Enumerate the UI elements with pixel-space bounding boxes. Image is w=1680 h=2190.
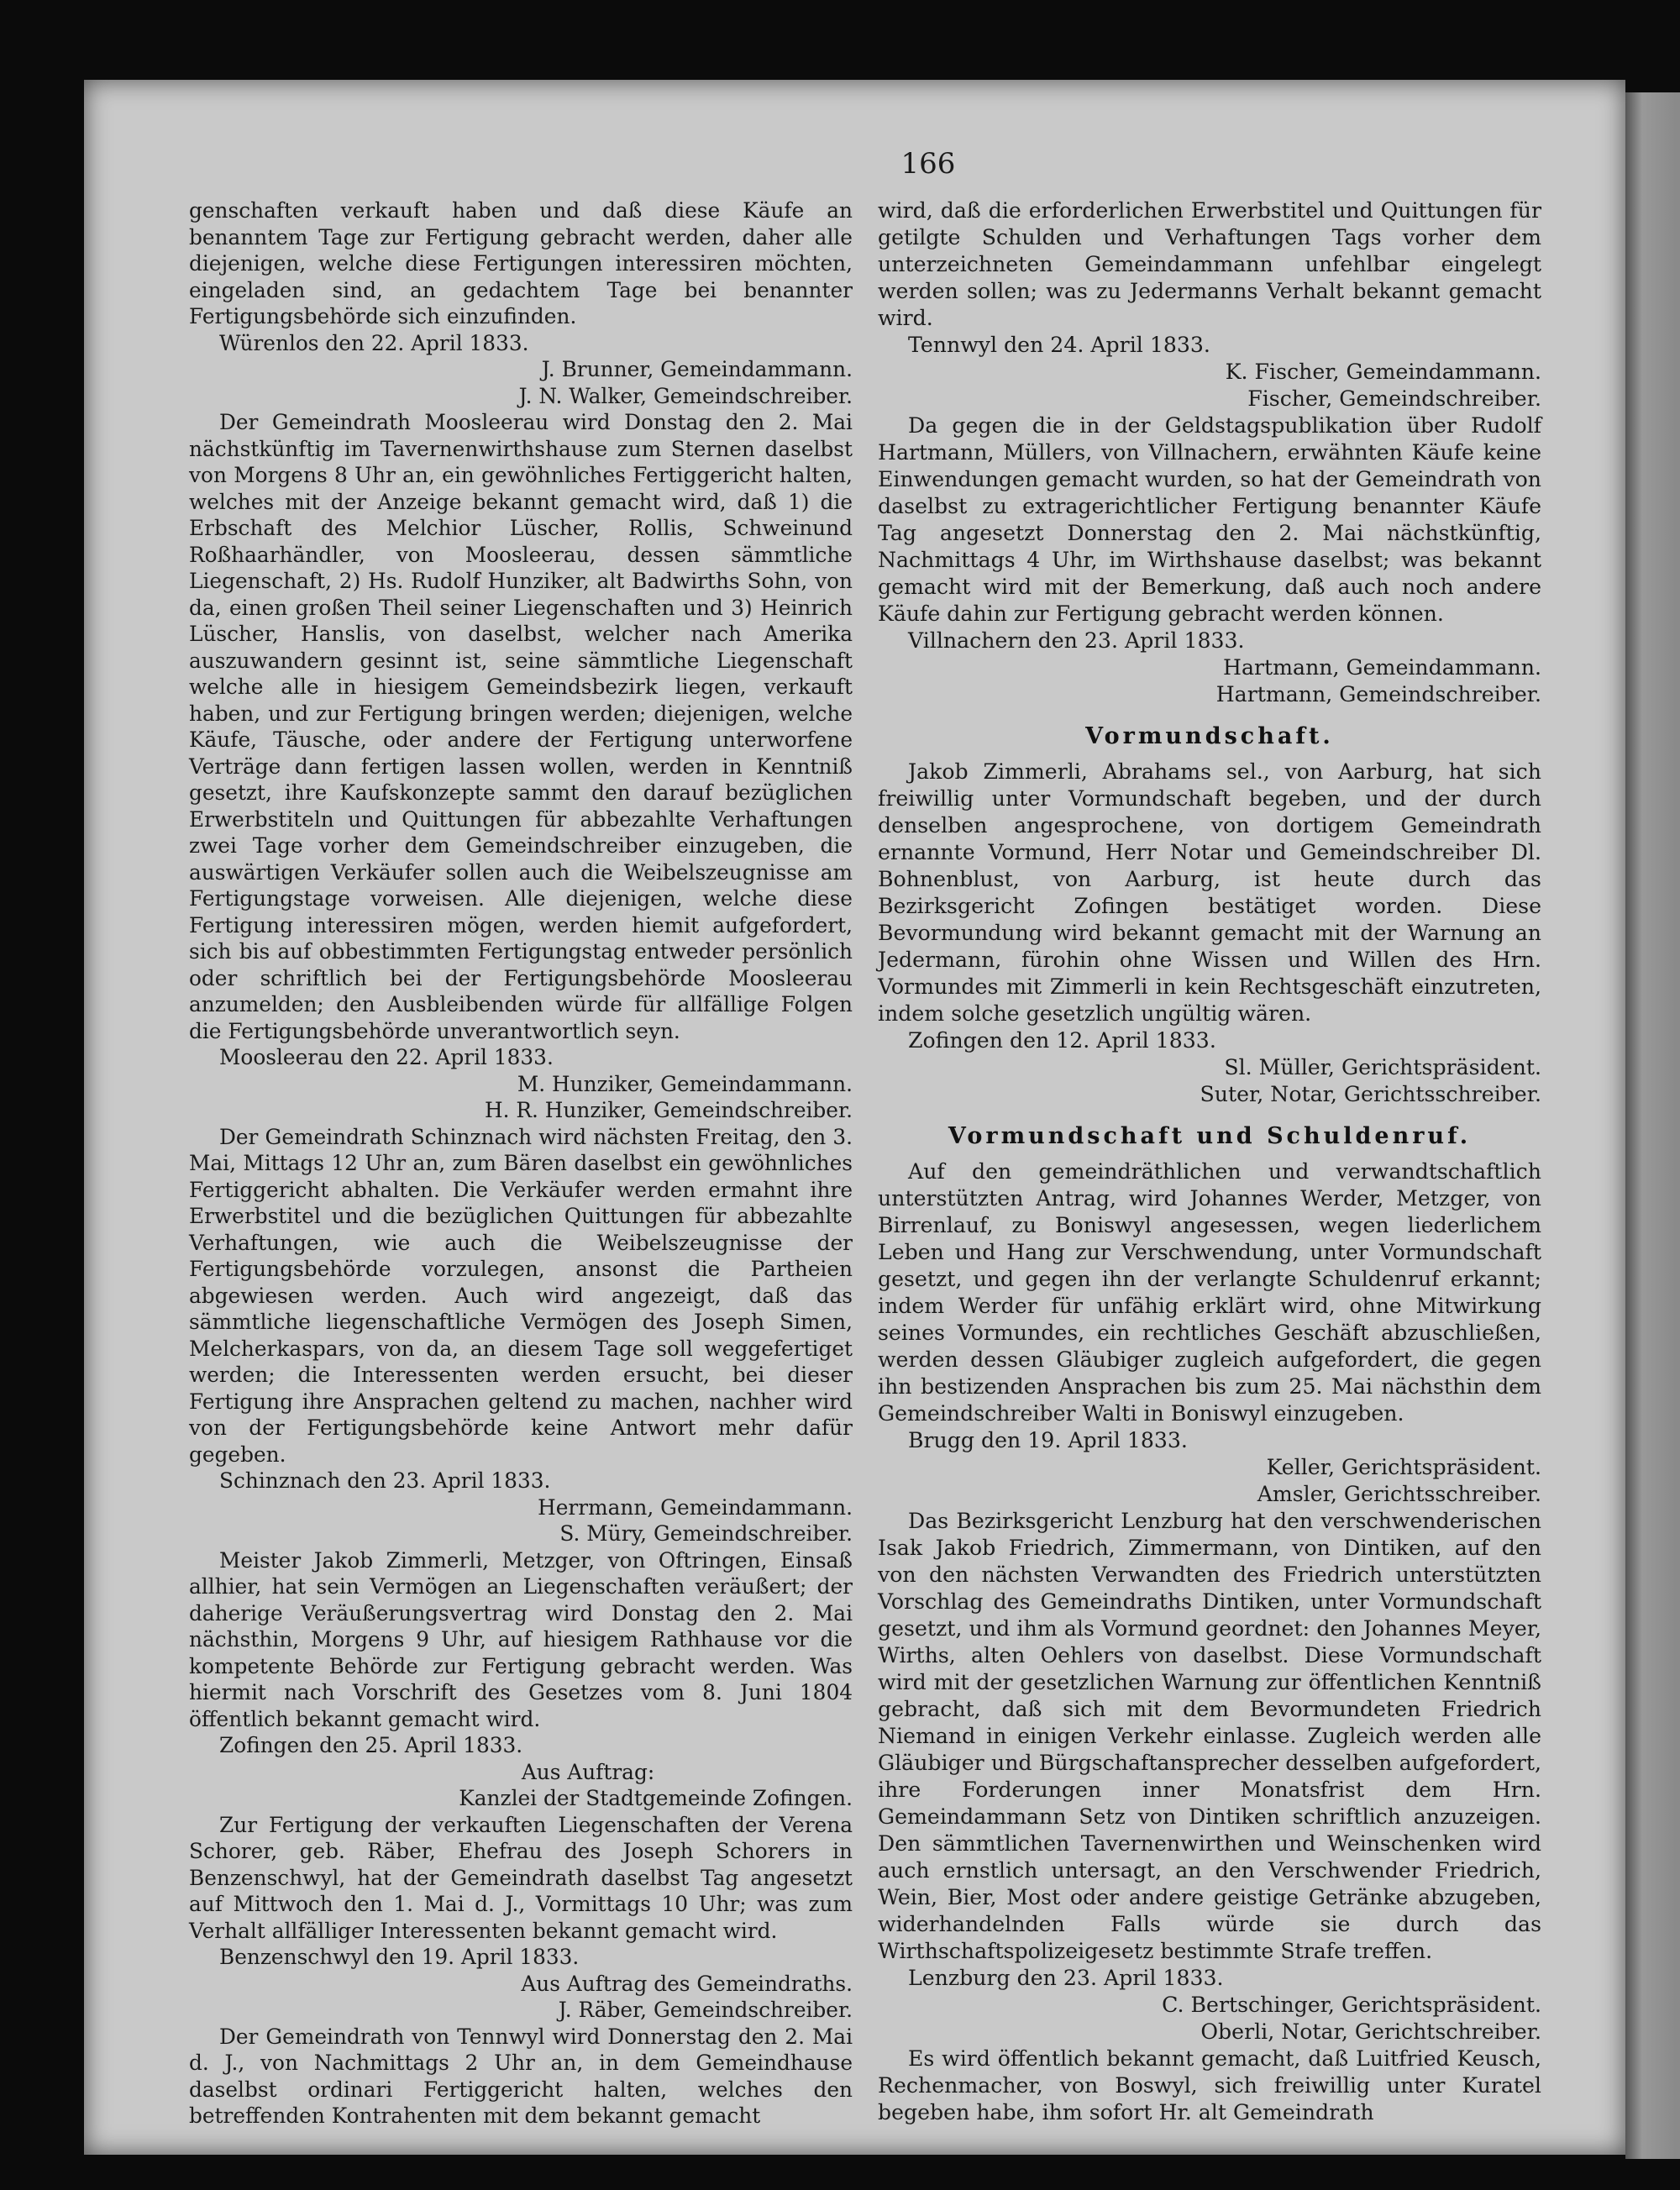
- notice-paragraph: Meister Jakob Zimmerli, Metzger, von Oftringen, Einsaß allhier, hat sein Vermögen an Liegenschaften veräußert; der daherige Veräußerungsvertrag wird Donstag den 2. Mai nächsthin, Morgens 9 Uhr, auf hiesigem Rathhause vor die kompetente Behörde zur Fertigung gebracht werden. Was hiermit nach Vorschrift des Gesetzes vom 8. Juni 1804 öffentlich bekannt gemacht wird.: [189, 1547, 853, 1731]
- notice-paragraph: Zur Fertigung der verkauften Liegenschaften der Verena Schorer, geb. Räber, Ehefrau des Joseph Schorers in Benzenschwyl, hat der Gemeindrath daselbst Tag angesetzt auf Mittwoch den 1. Mai d. J., Vormittags 10 Uhr; was zum Verhalt allfälliger Interessenten bekannt gemacht wird.: [189, 1812, 853, 1943]
- signature-line: C. Bertschinger, Gerichtspräsident.: [1162, 1993, 1541, 2017]
- notice-paragraph: Der Gemeindrath von Tennwyl wird Donnerstag den 2. Mai d. J., von Nachmittags 2 Uhr an, in dem Gemeindhause daselbst ordinari Fertiggericht halten, welches den betreffenden Kontrahenten mit dem bekannt gemacht: [189, 2024, 853, 2128]
- signature-line: Hartmann, Gemeindammann.: [1223, 655, 1541, 680]
- notice-paragraph: wird, daß die erforderlichen Erwerbstitel und Quittungen für getilgte Schulden und Verhaftungen Tags vorher dem unterzeichneten Gemeindammann unfehlbar eingelegt werden sollen; was zu Jedermanns Verhalt bekannt gemacht wird.: [878, 198, 1541, 330]
- notice-paragraph: Da gegen die in der Geldstagspublikation über Rudolf Hartmann, Müllers, von Villnachern, erwähnten Käufe keine Einwendungen gemacht wurden, so hat der Gemeindrath von daselbst zu extragerichtlicher Fertigung benannter Käufe Tag angesetzt Donnerstag den 2. Mai nächstkünftig, Nachmittags 4 Uhr, im Wirthshause daselbst; was bekannt gemacht wird mit der Bemerkung, daß auch noch andere Käufe dahin zur Fertigung gebracht werden können.: [878, 413, 1541, 626]
- signature-line: Hartmann, Gemeindschreiber.: [1215, 682, 1541, 706]
- section-heading: Vormundschaft und Schuldenruf.: [948, 1123, 1472, 1149]
- signature-line: Herrmann, Gemeindammann.: [538, 1494, 853, 1520]
- signature-line: M. Hunziker, Gemeindammann.: [517, 1071, 853, 1096]
- place-date-line: Würenlos den 22. April 1833.: [219, 330, 529, 355]
- newspaper-page: [84, 80, 1625, 2155]
- signature-line: Fischer, Gemeindschreiber.: [1247, 386, 1541, 411]
- left-column: [189, 197, 853, 2130]
- right-column: [878, 197, 1541, 2126]
- signature-line: Keller, Gerichtspräsident.: [1266, 1455, 1541, 1479]
- signature-line: J. N. Walker, Gemeindschreiber.: [518, 383, 853, 408]
- signature-line: Aus Auftrag:: [521, 1759, 655, 1784]
- notice-paragraph: Das Bezirksgericht Lenzburg hat den verschwenderischen Isak Jakob Friedrich, Zimmermann, von Dintiken, auf den von den nächsten Verwandten des Friedrich unterstützten Vorschlag des Gemeindraths Dintiken, unter Vormundschaft gesetzt, und ihm als Vormund geordnet: den Johannes Meyer, Wirths, alten Oehlers von daselbst. Diese Vormundschaft wird mit der gesetzlichen Warnung zur öffentlichen Kenntniß gebracht, daß sich mit dem Bevormundeten Friedrich Niemand in einigen Verkehr einlasse. Zugleich werden alle Gläubiger und Bürgschaftansprecher desselben aufgefordert, ihre Forderungen inner Monatsfrist dem Hrn. Gemeindammann Setz von Dintiken schriftlich anzuzeigen. Den sämmtlichen Tavernenwirthen und Weinschenken wird auch ernstlich untersagt, an den Verschwender Friedrich, Wein, Bier, Most oder andere geistige Getränke abzugeben, widerhandelnden Falls würde sie durch das Wirthschaftspolizeigesetz bestimmte Strafe treffen.: [878, 1509, 1541, 1963]
- place-date-line: Zofingen den 25. April 1833.: [219, 1733, 523, 1757]
- place-date-line: Zofingen den 12. April 1833.: [908, 1028, 1216, 1053]
- place-date-line: Villnachern den 23. April 1833.: [908, 628, 1245, 653]
- notice-paragraph: Es wird öffentlich bekannt gemacht, daß Luitfried Keusch, Rechenmacher, von Boswyl, sich freiwillig unter Kuratel begeben habe, ihm sofort Hr. alt Gemeindrath: [878, 2046, 1541, 2124]
- signature-line: Suter, Notar, Gerichtsschreiber.: [1200, 1082, 1541, 1106]
- signature-line: K. Fischer, Gemeindammann.: [1225, 360, 1541, 384]
- notice-paragraph: Jakob Zimmerli, Abrahams sel., von Aarburg, hat sich freiwillig unter Vormundschaft begeben, und der durch denselben angesprochene, von dortigem Gemeindrath ernannte Vormund, Herr Notar und Gemeindschreiber Dl. Bohnenblust, von Aarburg, ist heute durch das Bezirksgericht Zofingen bestätiget worden. Diese Bevormundung wird bekannt gemacht mit der Warnung an Jedermann, fürohin ohne Wissen und Willen des Hrn. Vormundes mit Zimmerli in kein Rechtsgeschäft einzutreten, indem solche gesetzlich ungültig wären.: [878, 759, 1541, 1026]
- place-date-line: Tennwyl den 24. April 1833.: [908, 333, 1210, 357]
- place-date-line: Brugg den 19. April 1833.: [908, 1428, 1188, 1452]
- notice-paragraph: Der Gemeindrath Schinznach wird nächsten Freitag, den 3. Mai, Mittags 12 Uhr an, zum Bären daselbst ein gewöhnliches Fertiggericht abhalten. Die Verkäufer werden ermahnt ihre Erwerbstitel und die bezüglichen Quittungen für abbezahlte Verhaftungen, wie auch die Weibelszeugnisse der Fertigungsbehörde vorzulegen, ansonst die Partheien abgewiesen werden. Auch wird angezeigt, daß das sämmtliche liegenschaftliche Vermögen des Joseph Simen, Melcherkaspars, von da, an diesem Tage soll weggefertiget werden; die Interessenten werden ersucht, bei dieser Fertigung ihre Ansprachen geltend zu machen, nachher wird von der Fertigungsbehörde keine Antwort mehr dafür gegeben.: [189, 1124, 853, 1467]
- signature-line: S. Müry, Gemeindschreiber.: [559, 1521, 853, 1546]
- place-date-line: Schinznach den 23. April 1833.: [219, 1468, 551, 1493]
- signature-line: Amsler, Gerichtsschreiber.: [1257, 1482, 1541, 1506]
- signature-line: Oberli, Notar, Gerichtschreiber.: [1200, 2019, 1541, 2044]
- signature-line: Kanzlei der Stadtgemeinde Zofingen.: [459, 1786, 853, 1810]
- signature-line: J. Räber, Gemeindschreiber.: [558, 1998, 853, 2022]
- signature-line: J. Brunner, Gemeindammann.: [541, 357, 853, 381]
- notice-paragraph: Der Gemeindrath Moosleerau wird Donstag den 2. Mai nächstkünftig im Tavernenwirthshause zum Sternen daselbst von Morgens 8 Uhr an, ein gewöhnliches Fertiggericht halten, welches mit der Anzeige bekannt gemacht wird, daß 1) die Erbschaft des Melchior Lüscher, Rollis, Schweinund Roßhaarhändler, von Moosleerau, dessen sämmtliche Liegenschaft, 2) Hs. Rudolf Hunziker, alt Badwirths Sohn, von da, einen großen Theil seiner Liegenschaften und 3) Heinrich Lüscher, Hanslis, von daselbst, welcher nach Amerika auszuwandern gesinnt ist, seine sämmtliche Liegenschaft welche alle in hiesigem Gemeindsbezirk liegen, verkauft haben, und zur Fertigung bringen werden; diejenigen, welche Käufe, Täusche, oder andere der Fertigung unterworfene Verträge dann fertigen lassen wollen, werden in Kenntniß gesetzt, ihre Kaufskonzepte sammt den darauf bezüglichen Erwerbstiteln und Quittungen für abbezahlte Verhaftungen zwei Tage vorher dem Gemeindschreiber einzugeben, die auswärtigen Verkäufer sollen auch die Weibelszeugnisse am Fertigungstage vorweisen. Alle diejenigen, welche diese Fertigung interessiren mögen, werden hiemit aufgefordert, sich bis auf obbestimmten Fertigungstag entweder persönlich oder schriftlich bei der Fertigungsbehörde Moosleerau anzumelden; den Ausbleibenden würde für allfällige Folgen die Fertigungsbehörde unverantwortlich seyn.: [189, 410, 853, 1043]
- place-date-line: Benzenschwyl den 19. April 1833.: [219, 1945, 580, 1969]
- notice-paragraph: Auf den gemeindräthlichen und verwandtschaftlich unterstützten Antrag, wird Johannes Werder, Metzger, von Birrenlauf, zu Boniswyl angesessen, wegen liederlichem Leben und Hang zur Verschwendung, unter Vormundschaft gesetzt, und gegen ihn der verlangte Schuldenruf erkannt; indem Werder für unfähig erklärt wird, ohne Mitwirkung seines Vormundes, ein rechtliches Geschäft abzuschließen, werden dessen Gläubiger zugleich aufgefordert, die gegen ihn bestizenden Ansprachen bis zum 25. Mai nächsthin dem Gemeindschreiber Walti in Boniswyl einzugeben.: [878, 1159, 1541, 1426]
- section-heading: Vormundschaft.: [1085, 723, 1334, 749]
- place-date-line: Lenzburg den 23. April 1833.: [908, 1966, 1224, 1990]
- place-date-line: Moosleerau den 22. April 1833.: [219, 1045, 554, 1069]
- signature-line: Aus Auftrag des Gemeindraths.: [521, 1971, 853, 1996]
- signature-line: Sl. Müller, Gerichtspräsident.: [1224, 1055, 1541, 1079]
- notice-paragraph: genschaften verkauft haben und daß diese Käufe an benanntem Tage zur Fertigung gebracht werden, daher alle diejenigen, welche diese Fertigungen interessiren möchten, eingeladen sind, an gedachtem Tage bei benannter Fertigungsbehörde sich einzufinden.: [189, 198, 853, 328]
- page-number: 166: [900, 147, 956, 181]
- signature-line: H. R. Hunziker, Gemeindschreiber.: [484, 1098, 853, 1122]
- adjacent-page-edge: [1625, 92, 1680, 2159]
